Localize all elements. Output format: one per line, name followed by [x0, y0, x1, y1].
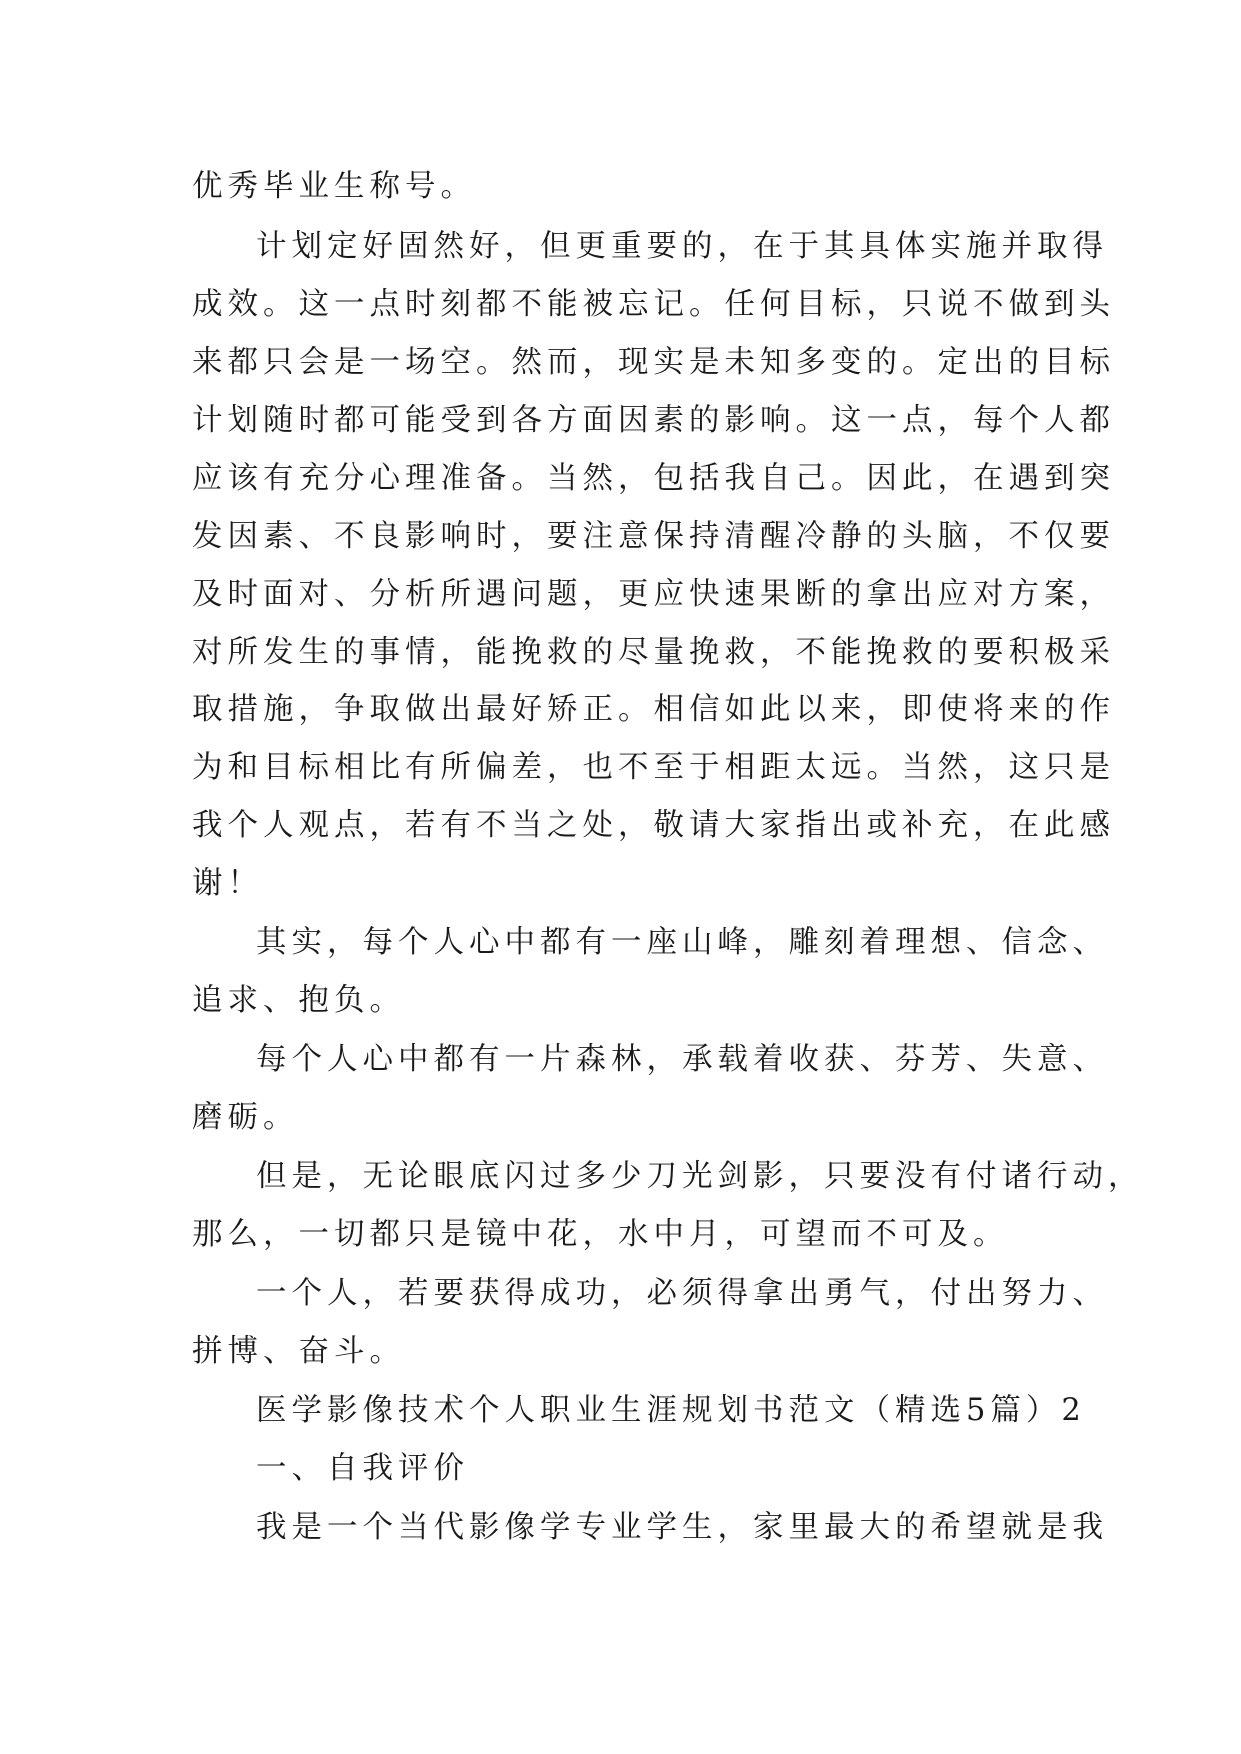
text-line: 但是，无论眼底闪过多少刀光剑影，只要没有付诸行动， — [256, 1159, 1144, 1194]
text-line: 成效。这一点时刻都不能被忘记。任何目标，只说不做到头 — [192, 287, 1115, 322]
text-line: 其实，每个人心中都有一座山峰，雕刻着理想、信念、 — [256, 925, 1108, 960]
text-line: 计划随时都可能受到各方面因素的影响。这一点，每个人都 — [192, 403, 1115, 438]
text-line: 计划定好固然好，但更重要的，在于其具体实施并取得 — [256, 229, 1108, 264]
text-line: 发因素、不良影响时，要注意保持清醒冷静的头脑，不仅要 — [192, 519, 1115, 554]
text-line: 优秀毕业生称号。 — [192, 169, 476, 204]
text-line: 磨砺。 — [192, 1100, 299, 1135]
text-line: 取措施，争取做出最好矫正。相信如此以来，即使将来的作 — [192, 692, 1115, 727]
text-line: 及时面对、分析所遇问题，更应快速果断的拿出应对方案， — [192, 577, 1115, 612]
text-line: 一个人，若要获得成功，必须得拿出勇气，付出努力、 — [256, 1276, 1108, 1311]
text-line: 我个人观点，若有不当之处，敬请大家指出或补充，在此感 — [192, 808, 1115, 843]
text-line: 医学影像技术个人职业生涯规划书范文（精选5篇）2 — [256, 1393, 1086, 1428]
text-line: 追求、抱负。 — [192, 983, 405, 1018]
text-line: 拼博、奋斗。 — [192, 1334, 405, 1369]
text-line: 对所发生的事情，能挽救的尽量挽救，不能挽救的要积极采 — [192, 635, 1115, 670]
text-line: 谢！ — [192, 866, 263, 901]
text-line: 一、自我评价 — [256, 1451, 469, 1486]
text-line: 每个人心中都有一片森林，承载着收获、芬芳、失意、 — [256, 1042, 1108, 1077]
text-line: 为和目标相比有所偏差，也不至于相距太远。当然，这只是 — [192, 750, 1115, 785]
text-line: 应该有充分心理准备。当然，包括我自己。因此，在遇到突 — [192, 461, 1115, 496]
text-line: 来都只会是一场空。然而，现实是未知多变的。定出的目标 — [192, 345, 1115, 380]
text-line: 我是一个当代影像学专业学生，家里最大的希望就是我 — [256, 1510, 1108, 1545]
text-line: 那么，一切都只是镜中花，水中月，可望而不可及。 — [192, 1217, 1009, 1252]
